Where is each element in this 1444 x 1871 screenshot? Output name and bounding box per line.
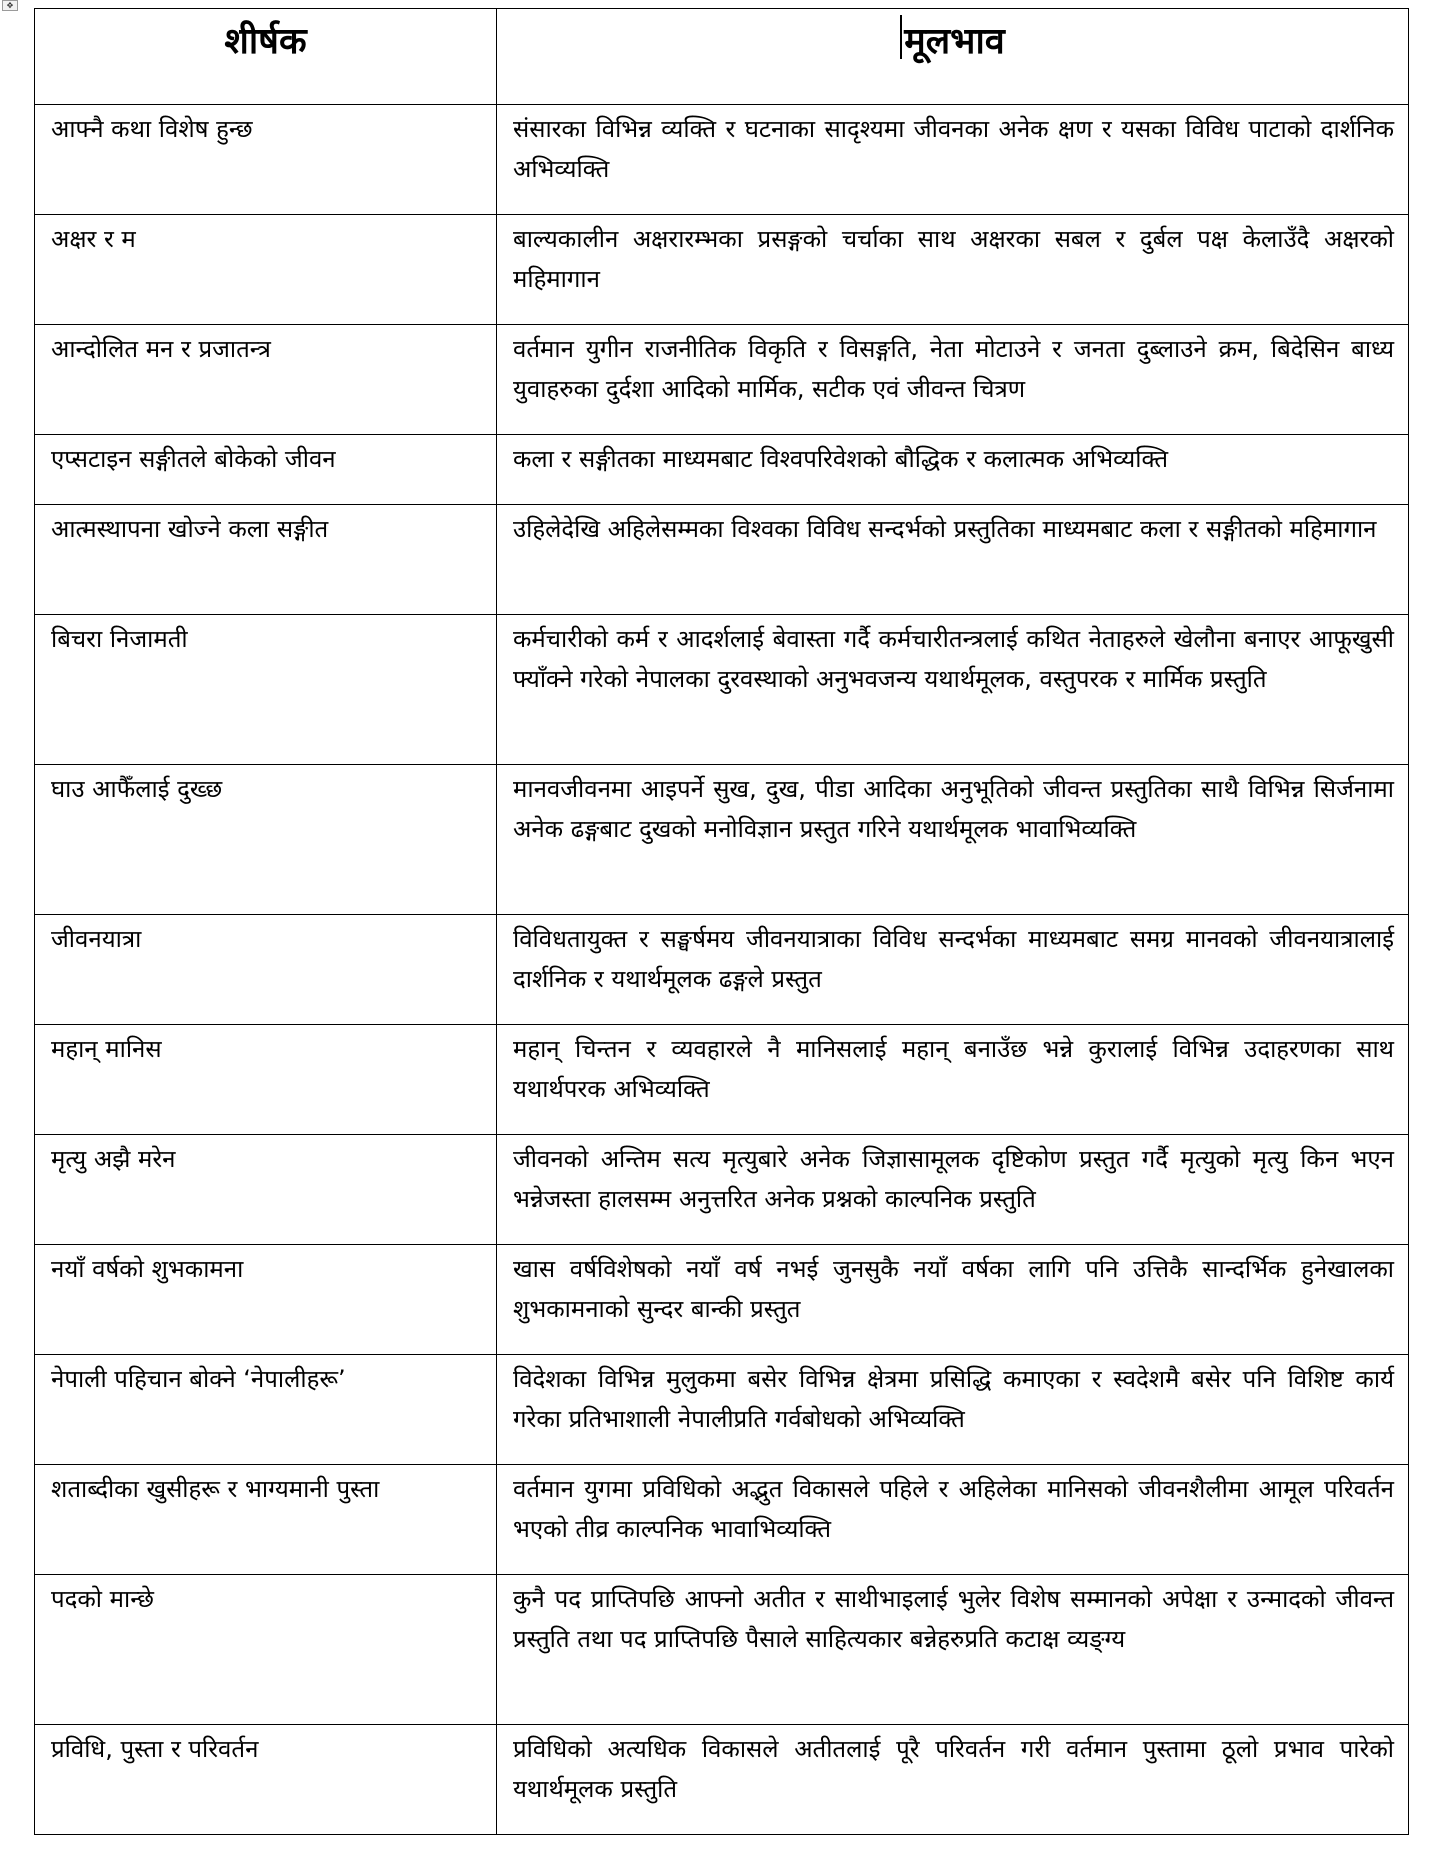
essay-theme-table (34, 8, 1409, 1835)
table-row (35, 915, 1409, 1025)
essay-title-cell: अक्षर र म (35, 215, 497, 325)
essay-theme-cell: खास वर्षविशेषको नयाँ वर्ष नभई जुनसुकै नयाँ वर्षका लागि पनि उत्तिकै सान्दर्भिक हुनेखालका शुभकामनाको सुन्दर बान्की प्रस्तुत (497, 1245, 1409, 1355)
table-row (35, 325, 1409, 435)
essay-title-cell: घाउ आफैँलाई दुख्छ (35, 765, 497, 915)
table-row (35, 215, 1409, 325)
essay-title-cell: एप्सटाइन सङ्गीतले बोकेको जीवन (35, 435, 497, 505)
essay-title-cell: नेपाली पहिचान बोक्ने ‘नेपालीहरू’ (35, 1355, 497, 1465)
essay-title-cell: बिचरा निजामती (35, 615, 497, 765)
table-move-handle-icon[interactable]: ✥ (2, 0, 18, 11)
essay-title-cell: पदको मान्छे (35, 1575, 497, 1725)
column-header-theme-label: मूलभाव (904, 21, 1005, 62)
essay-theme-cell: वर्तमान युगीन राजनीतिक विकृति र विसङ्गति, नेता मोटाउने र जनता दुब्लाउने क्रम, बिदेसिन बाध्य युवाहरुका दुर्दशा आदिको मार्मिक, सटीक एवं जीवन्त चित्रण (497, 325, 1409, 435)
essay-theme-cell: विविधतायुक्त र सङ्घर्षमय जीवनयात्राका विविध सन्दर्भका माध्यमबाट समग्र मानवको जीवनयात्रालाई दार्शनिक र यथार्थमूलक ढङ्गले प्रस्तुत (497, 915, 1409, 1025)
essay-title-cell: शताब्दीका खुसीहरू र भाग्यमानी पुस्ता (35, 1465, 497, 1575)
essay-theme-cell: वर्तमान युगमा प्रविधिको अद्भुत विकासले पहिले र अहिलेका मानिसको जीवनशैलीमा आमूल परिवर्तन भएको तीव्र काल्पनिक भावाभिव्यक्ति (497, 1465, 1409, 1575)
table-row (35, 105, 1409, 215)
essay-theme-cell: बाल्यकालीन अक्षरारम्भका प्रसङ्गको चर्चाका साथ अक्षरका सबल र दुर्बल पक्ष केलाउँदै अक्षरको महिमागान (497, 215, 1409, 325)
table-row (35, 1725, 1409, 1835)
table-row (35, 1245, 1409, 1355)
essay-title-cell: आन्दोलित मन र प्रजातन्त्र (35, 325, 497, 435)
table-row (35, 765, 1409, 915)
essay-title-cell: प्रविधि, पुस्ता र परिवर्तन (35, 1725, 497, 1835)
table-row (35, 1135, 1409, 1245)
essay-theme-cell: प्रविधिको अत्यधिक विकासले अतीतलाई पूरै परिवर्तन गरी वर्तमान पुस्तामा ठूलो प्रभाव पारेको यथार्थमूलक प्रस्तुति (497, 1725, 1409, 1835)
table-header-row (35, 9, 1409, 105)
column-header-title: शीर्षक (35, 9, 497, 105)
essay-theme-cell: महान् चिन्तन र व्यवहारले नै मानिसलाई महान् बनाउँछ भन्ने कुरालाई विभिन्न उदाहरणका साथ यथार्थपरक अभिव्यक्ति (497, 1025, 1409, 1135)
essay-title-cell: मृत्यु अझै मरेन (35, 1135, 497, 1245)
essay-theme-cell: मानवजीवनमा आइपर्ने सुख, दुख, पीडा आदिका अनुभूतिको जीवन्त प्रस्तुतिका साथै विभिन्न सिर्जनामा अनेक ढङ्गबाट दुखको मनोविज्ञान प्रस्तुत गरिने यथार्थमूलक भावाभिव्यक्ति (497, 765, 1409, 915)
essay-title-cell: जीवनयात्रा (35, 915, 497, 1025)
essay-theme-cell: संसारका विभिन्न व्यक्ति र घटनाका सादृश्यमा जीवनका अनेक क्षण र यसका विविध पाटाको दार्शनिक अभिव्यक्ति (497, 105, 1409, 215)
essay-title-cell: आफ्नै कथा विशेष हुन्छ (35, 105, 497, 215)
essay-theme-cell: कर्मचारीको कर्म र आदर्शलाई बेवास्ता गर्दै कर्मचारीतन्त्रलाई कथित नेताहरुले खेलौना बनाएर आफूखुसी फ्याँक्ने गरेको नेपालका दुरवस्थाको अनुभवजन्य यथार्थमूलक, वस्तुपरक र मार्मिक प्रस्तुति (497, 615, 1409, 765)
essay-title-cell: महान् मानिस (35, 1025, 497, 1135)
table-row (35, 1575, 1409, 1725)
table-row (35, 435, 1409, 505)
essay-theme-cell: कुनै पद प्राप्तिपछि आफ्नो अतीत र साथीभाइलाई भुलेर विशेष सम्मानको अपेक्षा र उन्मादको जीवन्त प्रस्तुति तथा पद प्राप्तिपछि पैसाले साहित्यकार बन्नेहरुप्रति कटाक्ष व्यङ्ग्य (497, 1575, 1409, 1725)
table-row (35, 505, 1409, 615)
table-row (35, 1025, 1409, 1135)
column-header-theme (497, 9, 1409, 105)
essay-theme-cell: विदेशका विभिन्न मुलुकमा बसेर विभिन्न क्षेत्रमा प्रसिद्धि कमाएका र स्वदेशमै बसेर पनि विशिष्ट कार्य गरेका प्रतिभाशाली नेपालीप्रति गर्वबोधको अभिव्यक्ति (497, 1355, 1409, 1465)
table-row (35, 1355, 1409, 1465)
essay-theme-cell: कला र सङ्गीतका माध्यमबाट विश्वपरिवेशको बौद्धिक र कलात्मक अभिव्यक्ति (497, 435, 1409, 505)
essay-theme-cell: उहिलेदेखि अहिलेसम्मका विश्वका विविध सन्दर्भको प्रस्तुतिका माध्यमबाट कला र सङ्गीतको महिमागान (497, 505, 1409, 615)
essay-title-cell: आत्मस्थापना खोज्ने कला सङ्गीत (35, 505, 497, 615)
text-cursor (900, 15, 902, 59)
table-row (35, 1465, 1409, 1575)
essay-title-cell: नयाँ वर्षको शुभकामना (35, 1245, 497, 1355)
essay-theme-cell: जीवनको अन्तिम सत्य मृत्युबारे अनेक जिज्ञासामूलक दृष्टिकोण प्रस्तुत गर्दै मृत्युको मृत्यु किन भएन भन्नेजस्ता हालसम्म अनुत्तरित अनेक प्रश्नको काल्पनिक प्रस्तुति (497, 1135, 1409, 1245)
table-row (35, 615, 1409, 765)
